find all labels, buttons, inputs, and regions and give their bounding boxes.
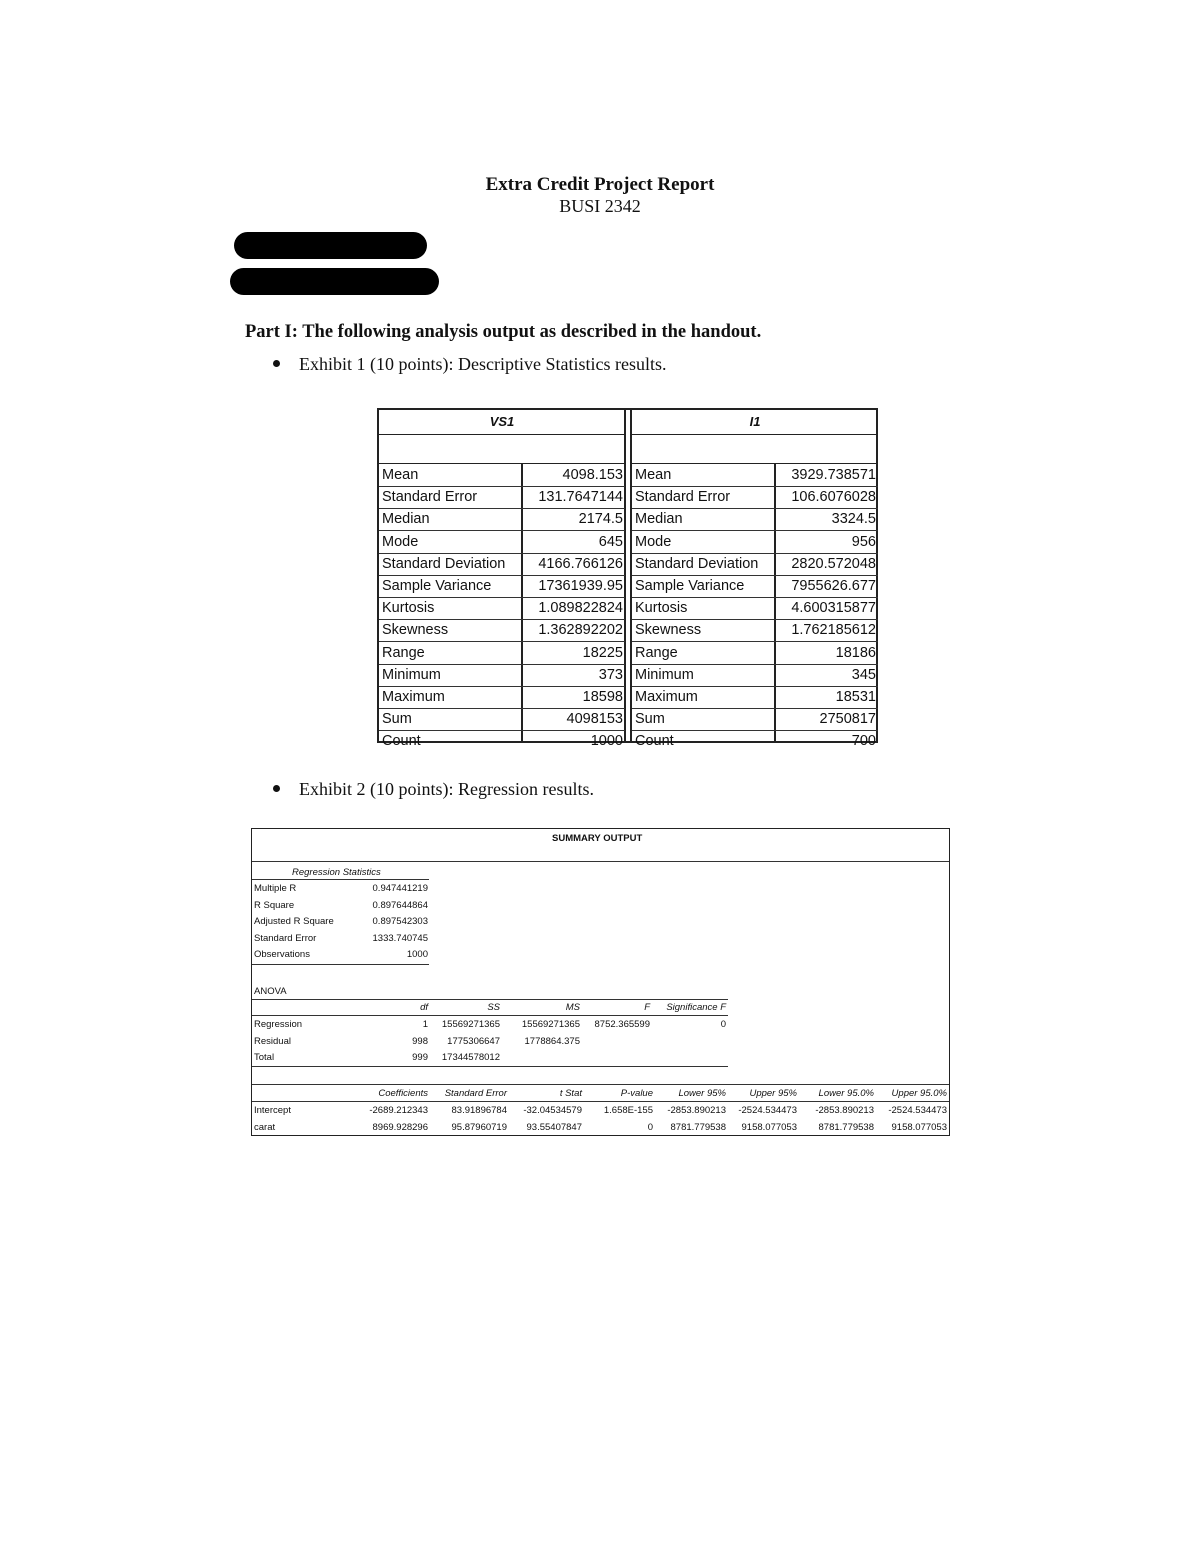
stat-label: R Square (254, 899, 295, 911)
anova-header: F (644, 1002, 650, 1013)
stat-label: Sample Variance (382, 578, 492, 594)
summary-output-title: SUMMARY OUTPUT (552, 833, 643, 844)
table-row (379, 597, 625, 620)
coef-cell: 95.87960719 (451, 1121, 507, 1133)
coef-header: Lower 95.0% (818, 1088, 874, 1099)
stat-value: 3324.5 (831, 511, 876, 528)
table-row (632, 730, 878, 752)
stat-label: Standard Error (635, 489, 731, 506)
coef-cell: -2524.534473 (888, 1105, 947, 1116)
anova-cell: 1778864.375 (524, 1035, 580, 1047)
anova-cell: 8752.365599 (594, 1019, 650, 1030)
stat-label: Minimum (635, 666, 694, 683)
stat-value: 18186 (835, 644, 876, 661)
table-row (379, 575, 625, 598)
stat-label: Sum (635, 711, 665, 728)
table-row (379, 486, 625, 509)
stats-rule-bottom (252, 964, 429, 965)
coef-cell: -2853.890213 (667, 1105, 726, 1116)
stat-label: Kurtosis (382, 600, 435, 617)
stat-value: 4098153 (566, 711, 623, 728)
stat-value: 18225 (582, 644, 623, 661)
i1-header: I1 (632, 410, 878, 435)
stat-label: Count (382, 733, 421, 750)
stat-label: Multiple R (254, 883, 297, 894)
coef-cell: 0 (647, 1121, 653, 1133)
coef-row-label: carat (254, 1121, 276, 1133)
anova-row-label: Residual (254, 1035, 291, 1047)
coef-cell: 9158.077053 (891, 1121, 947, 1133)
stat-value: 1.762185612 (791, 622, 876, 639)
vs1-header: VS1 (379, 410, 625, 435)
table-row (379, 708, 625, 731)
coef-cell: -2524.534473 (738, 1105, 797, 1116)
stat-label: Kurtosis (635, 600, 688, 617)
table-row (632, 508, 878, 531)
anova-cell: 1 (422, 1019, 428, 1030)
table-row (379, 464, 625, 487)
stat-label: Mode (635, 533, 672, 550)
coef-cell: 83.91896784 (451, 1105, 507, 1116)
stat-label: Mean (635, 467, 672, 483)
table-row (379, 553, 625, 576)
table-row (379, 730, 625, 752)
stat-label: Standard Error (382, 489, 478, 506)
table-row (632, 464, 878, 487)
descriptive-stats-table (377, 408, 878, 750)
blank-row-left (379, 435, 625, 464)
coef-header: Coefficients (378, 1088, 428, 1099)
stat-value: 1.362892202 (538, 622, 623, 639)
table-row (379, 642, 625, 665)
table-row (632, 597, 878, 620)
coef-header: Lower 95% (678, 1088, 726, 1099)
coef-cell: -2689.212343 (369, 1105, 428, 1116)
coef-cell: 9158.077053 (741, 1121, 797, 1133)
anova-cell: 999 (412, 1052, 428, 1063)
stat-value: 700 (851, 733, 876, 750)
stat-value: 2750817 (819, 711, 876, 728)
stat-value: 1000 (590, 733, 623, 750)
coef-cell: 1.658E-155 (603, 1105, 653, 1116)
stat-value: 1000 (406, 949, 428, 960)
stat-value: 17361939.95 (538, 578, 623, 594)
coef-cell: -32.04534579 (523, 1105, 582, 1116)
stat-label: Maximum (382, 689, 445, 705)
stat-value: 131.7647144 (538, 489, 623, 506)
stat-label: Minimum (382, 666, 441, 683)
stat-label: Median (635, 511, 683, 528)
redacted-name-bar (234, 232, 427, 259)
stat-label: Standard Error (254, 932, 317, 944)
table-row (379, 619, 625, 642)
anova-cell: 15569271365 (441, 1019, 500, 1030)
stat-label: Skewness (382, 622, 449, 639)
stat-label: Count (635, 733, 674, 750)
anova-rule-bottom (252, 1066, 728, 1067)
anova-header: MS (565, 1002, 580, 1013)
stat-label: Mean (382, 467, 419, 483)
coef-rule-header (252, 1101, 949, 1102)
table-row (379, 531, 625, 554)
table-row (632, 686, 878, 709)
stat-label: Skewness (635, 622, 702, 639)
part-heading: Part I: The following analysis output as described in the handout. (245, 322, 762, 342)
coef-row-label: Intercept (254, 1105, 291, 1116)
coef-header: P-value (620, 1088, 653, 1099)
anova-cell: 0 (720, 1019, 726, 1030)
stat-label: Range (382, 644, 425, 661)
stat-value: 0.947441219 (372, 883, 428, 894)
table-row (632, 619, 878, 642)
bullet-dot (273, 785, 280, 792)
stat-label: Standard Deviation (382, 555, 506, 572)
stat-value: 373 (598, 666, 623, 683)
stat-value: 1.089822824 (538, 600, 623, 617)
exhibit1-bullet (273, 354, 666, 375)
stat-value: 18531 (835, 689, 876, 705)
bullet-dot (273, 360, 280, 367)
anova-cell: 15569271365 (521, 1019, 580, 1030)
regression-stats-header: Regression Statistics (292, 867, 381, 878)
stat-value: 2174.5 (578, 511, 623, 528)
blank-row-right (632, 435, 878, 464)
exhibit1-label: Exhibit 1 (10 points): Descriptive Statistics results. (299, 354, 667, 374)
coef-cell: 8781.779538 (670, 1121, 726, 1133)
stat-label: Median (382, 511, 430, 528)
table-row (632, 553, 878, 576)
coef-header: Upper 95% (749, 1088, 797, 1099)
stat-label: Sample Variance (635, 578, 745, 594)
stat-value: 4098.153 (562, 467, 623, 483)
anova-rule-header (252, 1015, 728, 1016)
table-row (632, 531, 878, 554)
table-row (632, 642, 878, 665)
report-title: Extra Credit Project Report (485, 174, 715, 195)
table-row (632, 575, 878, 598)
stat-value: 106.6076028 (791, 489, 876, 506)
coef-rule-top (252, 1084, 949, 1085)
redacted-id-bar (230, 268, 439, 295)
anova-header: SS (487, 1002, 500, 1013)
stat-label: Mode (382, 533, 419, 550)
coef-header: Standard Error (444, 1088, 507, 1099)
stat-value: 18598 (582, 689, 623, 705)
table-row (632, 664, 878, 687)
anova-cell: 998 (412, 1035, 428, 1047)
anova-row-label: Total (254, 1052, 275, 1063)
anova-label: ANOVA (254, 986, 287, 997)
stat-value: 0.897542303 (372, 916, 428, 927)
coef-cell: 8969.928296 (372, 1121, 428, 1133)
title-rule (252, 861, 949, 862)
anova-header: Significance F (666, 1002, 726, 1013)
stat-label: Adjusted R Square (254, 916, 334, 927)
stat-label: Sum (382, 711, 412, 728)
coef-cell: 8781.779538 (818, 1121, 874, 1133)
stat-label: Range (635, 644, 678, 661)
stat-value: 2820.572048 (791, 555, 876, 572)
coef-cell: 93.55407847 (526, 1121, 582, 1133)
exhibit2-label: Exhibit 2 (10 points): Regression results. (299, 779, 594, 799)
anova-rule-top (252, 999, 728, 1000)
stat-label: Maximum (635, 689, 698, 705)
anova-cell: 17344578012 (441, 1052, 500, 1063)
stat-value: 0.897644864 (372, 899, 428, 911)
anova-row-label: Regression (254, 1019, 303, 1030)
table-row (632, 708, 878, 731)
coef-header: t Stat (559, 1088, 582, 1099)
table-row (379, 508, 625, 531)
table-row (632, 486, 878, 509)
stat-value: 3929.738571 (791, 467, 876, 483)
table-row (379, 686, 625, 709)
stat-value: 4.600315877 (791, 600, 876, 617)
stat-value: 645 (598, 533, 623, 550)
coef-header: Upper 95.0% (891, 1088, 947, 1099)
table-row (379, 664, 625, 687)
anova-header: df (420, 1002, 428, 1013)
stat-value: 345 (851, 666, 876, 683)
stat-value: 7955626.677 (791, 578, 876, 594)
exhibit2-bullet (273, 779, 594, 800)
stat-value: 1333.740745 (372, 932, 428, 944)
coef-cell: -2853.890213 (815, 1105, 874, 1116)
stat-value: 956 (851, 533, 876, 550)
course-code: BUSI 2342 (559, 196, 641, 216)
stat-label: Standard Deviation (635, 555, 759, 572)
stat-value: 4166.766126 (538, 555, 623, 572)
stat-label: Observations (254, 949, 310, 960)
stats-rule-top (252, 879, 429, 880)
regression-summary-output (251, 828, 950, 1136)
anova-cell: 1775306647 (447, 1035, 500, 1047)
